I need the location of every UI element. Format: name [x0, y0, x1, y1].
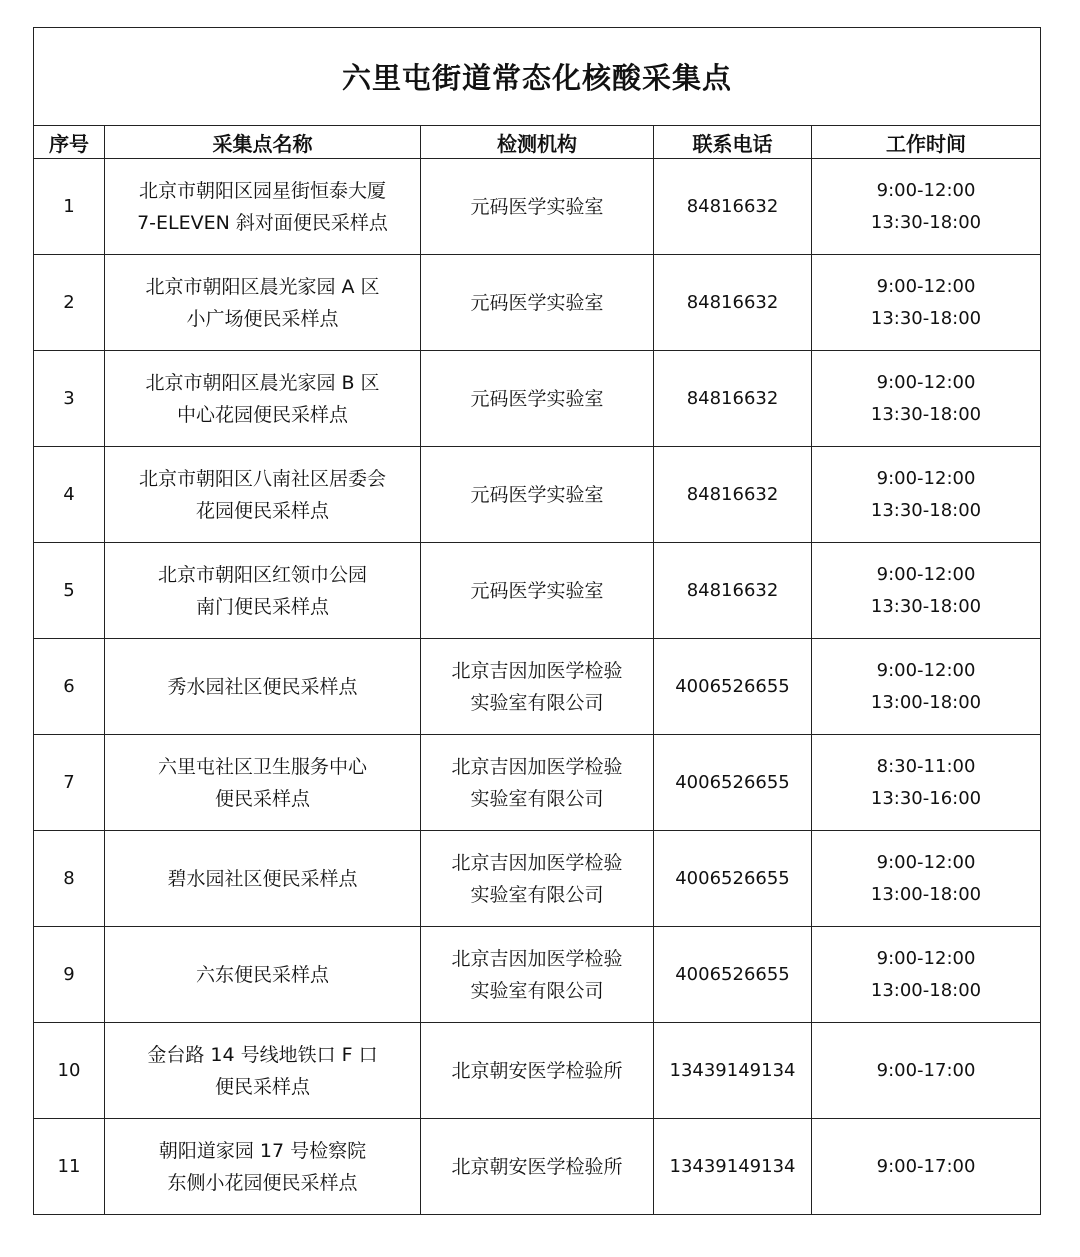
testing-agency-cell [421, 351, 654, 447]
site-name-line: 六里屯社区卫生服务中心 [157, 755, 367, 778]
row-index-cell: 2 [34, 255, 105, 351]
site-name-cell [105, 639, 421, 735]
site-name-line: 北京市朝阳区八南社区居委会 [138, 467, 386, 490]
phone-cell: 13439149134 [654, 1119, 812, 1215]
testing-agency-line: 北京朝安医学检验所 [451, 1155, 623, 1178]
site-name-cell [105, 159, 421, 255]
header-index: 序号 [34, 126, 105, 159]
hours-line: 9:00-12:00 [876, 947, 976, 969]
hours-line: 13:30-18:00 [870, 499, 982, 521]
site-name-line: 北京市朝阳区晨光家园 B 区 [145, 371, 380, 394]
hours-cell [812, 255, 1041, 351]
site-name-cell [105, 351, 421, 447]
site-name-cell [105, 447, 421, 543]
site-name-line: 北京市朝阳区园星街恒泰大厦 [138, 179, 386, 202]
site-name-cell [105, 1119, 421, 1215]
hours-cell [812, 927, 1041, 1023]
site-name-line: 便民采样点 [214, 787, 310, 810]
testing-agency-line: 北京朝安医学检验所 [451, 1059, 623, 1082]
table-row [34, 159, 1041, 255]
hours-line: 9:00-12:00 [876, 467, 976, 489]
phone-cell: 4006526655 [654, 639, 812, 735]
hours-line: 9:00-17:00 [876, 1155, 976, 1177]
hours-cell [812, 1119, 1041, 1215]
header-phone: 联系电话 [654, 126, 812, 159]
hours-line: 9:00-12:00 [876, 275, 976, 297]
row-index-cell: 7 [34, 735, 105, 831]
row-index-cell: 4 [34, 447, 105, 543]
hours-cell [812, 543, 1041, 639]
testing-agency-cell [421, 1119, 654, 1215]
testing-agency-line: 实验室有限公司 [470, 691, 604, 714]
hours-cell [812, 1023, 1041, 1119]
site-name-line: 便民采样点 [214, 1075, 310, 1098]
site-name-line: 中心花园便民采样点 [176, 403, 348, 426]
title-row [34, 28, 1041, 126]
site-name-cell [105, 831, 421, 927]
site-name-line: 秀水园社区便民采样点 [167, 675, 358, 698]
testing-agency-line: 北京吉因加医学检验 [451, 755, 623, 778]
site-name-line: 朝阳道家园 17 号检察院 [158, 1139, 367, 1162]
hours-line: 9:00-12:00 [876, 563, 976, 585]
hours-line: 8:30-11:00 [876, 755, 976, 777]
header-site-name: 采集点名称 [105, 126, 421, 159]
hours-cell [812, 639, 1041, 735]
hours-cell [812, 351, 1041, 447]
row-index-cell: 5 [34, 543, 105, 639]
site-name-line: 碧水园社区便民采样点 [167, 867, 358, 890]
row-index-cell: 1 [34, 159, 105, 255]
hours-line: 13:30-18:00 [870, 307, 982, 329]
testing-agency-line: 元码医学实验室 [470, 291, 604, 314]
table-row [34, 831, 1041, 927]
table-row [34, 447, 1041, 543]
testing-agency-cell [421, 447, 654, 543]
table-body [34, 159, 1041, 1215]
testing-agency-line: 实验室有限公司 [470, 787, 604, 810]
site-name-line: 东侧小花园便民采样点 [167, 1171, 358, 1194]
hours-line: 9:00-12:00 [876, 659, 976, 681]
hours-cell [812, 159, 1041, 255]
phone-cell: 4006526655 [654, 927, 812, 1023]
hours-line: 13:00-18:00 [870, 691, 982, 713]
hours-cell [812, 447, 1041, 543]
hours-line: 9:00-17:00 [876, 1059, 976, 1081]
testing-agency-cell [421, 639, 654, 735]
phone-cell: 84816632 [654, 447, 812, 543]
table-row [34, 927, 1041, 1023]
site-name-line: 花园便民采样点 [195, 499, 329, 522]
phone-cell: 84816632 [654, 543, 812, 639]
site-name-line: 北京市朝阳区红领巾公园 [157, 563, 367, 586]
testing-agency-line: 北京吉因加医学检验 [451, 947, 623, 970]
row-index-cell: 3 [34, 351, 105, 447]
table-title: 六里屯街道常态化核酸采集点 [34, 28, 1041, 126]
phone-cell: 84816632 [654, 255, 812, 351]
testing-agency-cell [421, 159, 654, 255]
testing-agency-line: 元码医学实验室 [470, 483, 604, 506]
phone-cell: 4006526655 [654, 831, 812, 927]
testing-agency-line: 北京吉因加医学检验 [451, 659, 623, 682]
site-name-line: 南门便民采样点 [195, 595, 329, 618]
testing-agency-cell [421, 831, 654, 927]
hours-line: 13:30-18:00 [870, 211, 982, 233]
hours-cell [812, 831, 1041, 927]
table-row [34, 639, 1041, 735]
hours-line: 9:00-12:00 [876, 371, 976, 393]
collection-points-table [33, 27, 1041, 1215]
site-name-cell [105, 1023, 421, 1119]
testing-agency-cell [421, 255, 654, 351]
site-name-line: 北京市朝阳区晨光家园 A 区 [145, 275, 380, 298]
header-testing-agency: 检测机构 [421, 126, 654, 159]
site-name-line: 六东便民采样点 [195, 963, 329, 986]
phone-cell: 13439149134 [654, 1023, 812, 1119]
hours-line: 13:30-18:00 [870, 403, 982, 425]
phone-cell: 84816632 [654, 159, 812, 255]
site-name-line: 金台路 14 号线地铁口 F 口 [147, 1043, 378, 1066]
hours-line: 9:00-12:00 [876, 179, 976, 201]
hours-line: 13:30-16:00 [870, 787, 982, 809]
row-index-cell: 11 [34, 1119, 105, 1215]
hours-line: 9:00-12:00 [876, 851, 976, 873]
table-row [34, 1119, 1041, 1215]
table-row [34, 1023, 1041, 1119]
hours-line: 13:30-18:00 [870, 595, 982, 617]
testing-agency-cell [421, 735, 654, 831]
row-index-cell: 6 [34, 639, 105, 735]
header-hours: 工作时间 [812, 126, 1041, 159]
testing-agency-line: 元码医学实验室 [470, 387, 604, 410]
site-name-line: 7-ELEVEN 斜对面便民采样点 [137, 211, 388, 234]
testing-agency-line: 元码医学实验室 [470, 579, 604, 602]
table-row [34, 543, 1041, 639]
testing-agency-line: 元码医学实验室 [470, 195, 604, 218]
site-name-cell [105, 255, 421, 351]
table-row [34, 351, 1041, 447]
site-name-line: 小广场便民采样点 [186, 307, 339, 330]
row-index-cell: 9 [34, 927, 105, 1023]
testing-agency-line: 北京吉因加医学检验 [451, 851, 623, 874]
phone-cell: 84816632 [654, 351, 812, 447]
site-name-cell [105, 927, 421, 1023]
table-row [34, 735, 1041, 831]
site-name-cell [105, 543, 421, 639]
table-row [34, 255, 1041, 351]
site-name-cell [105, 735, 421, 831]
testing-agency-line: 实验室有限公司 [470, 883, 604, 906]
testing-agency-cell [421, 1023, 654, 1119]
testing-agency-cell [421, 927, 654, 1023]
testing-agency-line: 实验室有限公司 [470, 979, 604, 1002]
hours-cell [812, 735, 1041, 831]
header-row [34, 126, 1041, 159]
hours-line: 13:00-18:00 [870, 979, 982, 1001]
phone-cell: 4006526655 [654, 735, 812, 831]
hours-line: 13:00-18:00 [870, 883, 982, 905]
testing-agency-cell [421, 543, 654, 639]
row-index-cell: 8 [34, 831, 105, 927]
row-index-cell: 10 [34, 1023, 105, 1119]
